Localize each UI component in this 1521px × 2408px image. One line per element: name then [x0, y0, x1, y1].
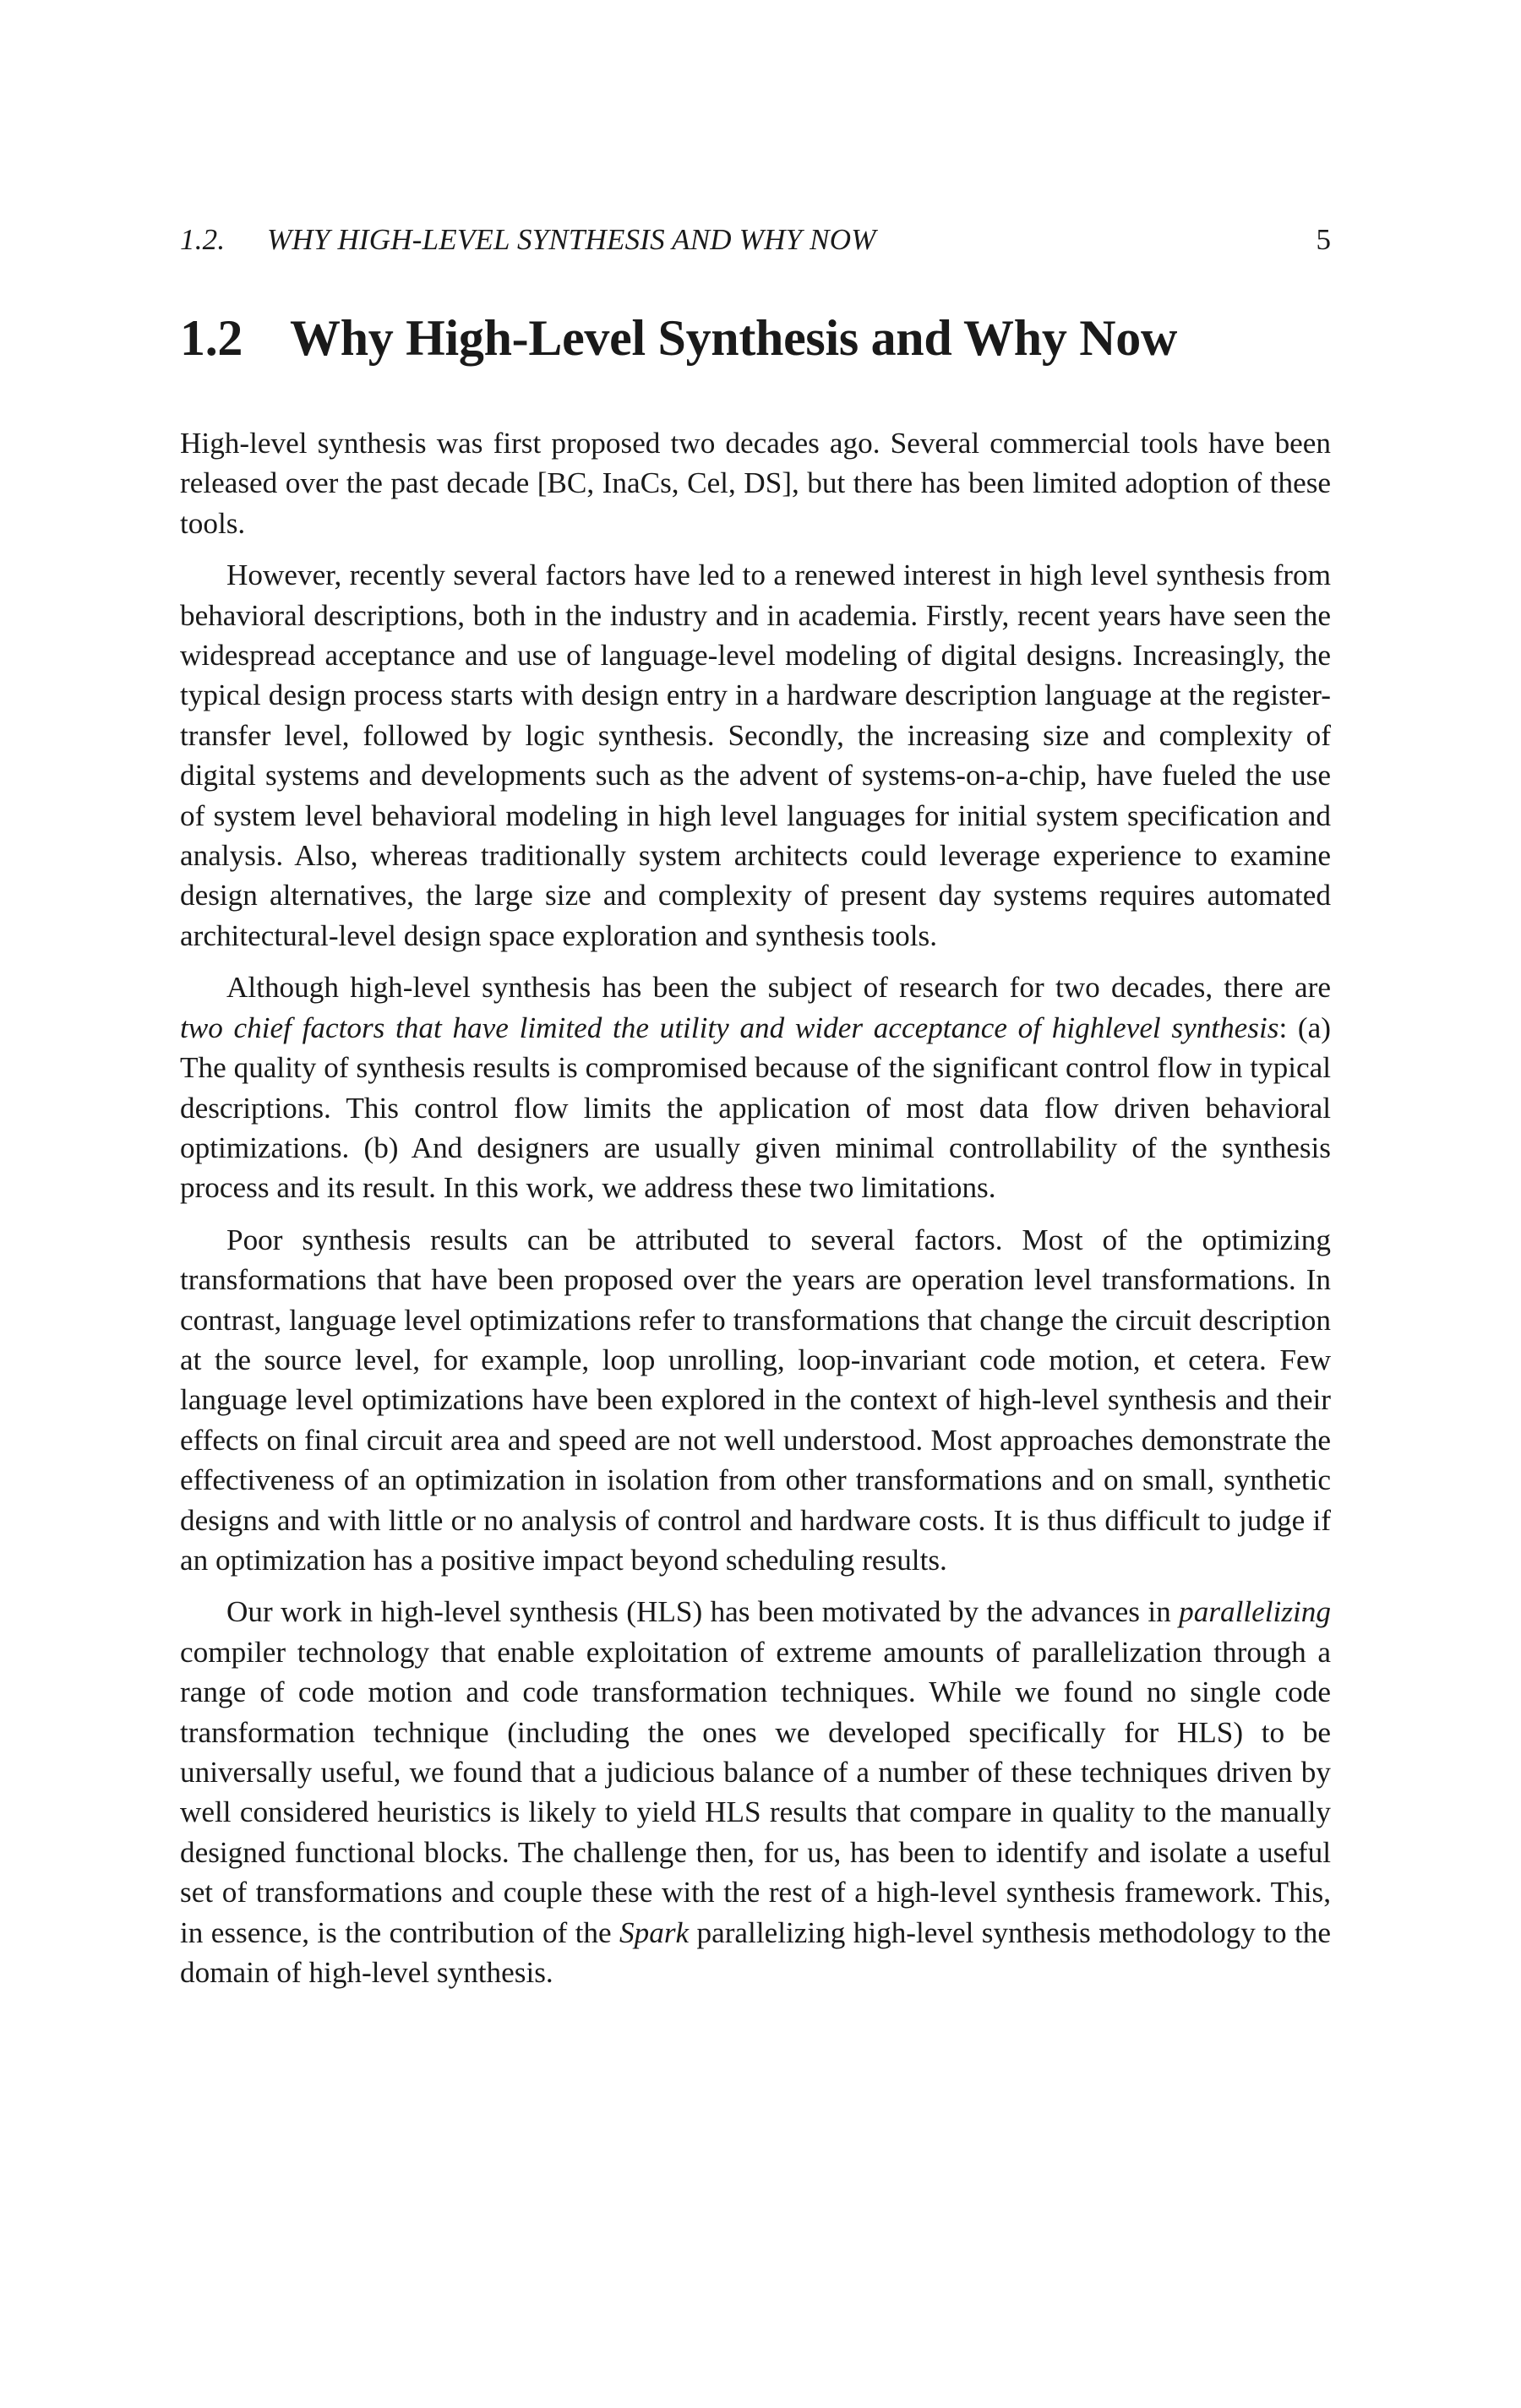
- section-heading: [180, 308, 1331, 368]
- running-head-title: [180, 221, 876, 259]
- paragraph-3-text-before: Although high-level synthesis has been the subject of research for two decades, there are: [226, 971, 1331, 1005]
- book-page: [180, 221, 1331, 2004]
- paragraph-5-text-2: compiler technology that enable exploitation of extreme amounts of parallelization through a range of code motion and code transformation techniques. While we found no single code transformation technique (including the ones we developed specifically for HLS) to be universally useful, we found that a judicious balance of a number of these techniques driven by well considered heuristics is likely to yield HLS results that compare in quality to the manually designed functional blocks. The challenge then, for us, has been to identify and isolate a useful set of transformations and couple these with the rest of a high-level synthesis framework. This, in essence, is the contribution of the: [180, 1635, 1331, 1949]
- paragraph-5-emphasis-parallelizing: parallelizing: [1179, 1595, 1331, 1629]
- paragraph-5-emphasis-spark: Spark: [619, 1915, 690, 1949]
- running-head: [180, 221, 1331, 259]
- section-title: Why High-Level Synthesis and Why Now: [290, 310, 1177, 366]
- page-number: 5: [1316, 223, 1331, 256]
- paragraph-5-text-3: parallelizing high-level synthesis methodology to the domain of high-level synthesis.: [180, 1915, 1331, 1990]
- paragraph-3-text-after: : (a) The quality of synthesis results is compromised because of the significant control flow in typical descriptions. This control flow limits the application of most data flow driven behavioral optimizations. (b) And designers are usually given minimal controllability of the synthesis process and its result. In this work, we address these two limitations.: [180, 1011, 1331, 1205]
- running-head-title-text: WHY HIGH-LEVEL SYNTHESIS AND WHY NOW: [267, 223, 876, 256]
- paragraph-5: [180, 1592, 1331, 1992]
- section-number: 1.2: [180, 310, 243, 366]
- body-text: [180, 423, 1331, 1992]
- paragraph-3: [180, 967, 1331, 1207]
- paragraph-2: However, recently several factors have led to a renewed interest in high level synthesis from behavioral descriptions, both in the industry and in academia. Firstly, recent years have seen the widespread acceptance and use of language-level modeling of digital designs. Increasingly, the typical design process starts with design entry in a hardware description language at the register-transfer level, followed by logic synthesis. Secondly, the increasing size and complexity of digital systems and developments such as the advent of systems-on-a-chip, have fueled the use of system level behavioral modeling in high level languages for initial system specification and analysis. Also, whereas traditionally system architects could leverage experience to examine design alternatives, the large size and complexity of present day systems requires automated architectural-level design space exploration and synthesis tools.: [180, 558, 1331, 952]
- running-head-section-number: 1.2.: [180, 223, 226, 256]
- paragraph-4: Poor synthesis results can be attributed to several factors. Most of the optimizing transformations that have been proposed over the years are operation level transformations. In contrast, language level optimizations refer to transformations that change the circuit description at the source level, for example, loop unrolling, loop-invariant code motion, et cetera. Few language level optimizations have been explored in the context of high-level synthesis and their effects on final circuit area and speed are not well understood. Most approaches demonstrate the effectiveness of an optimization in isolation from other transformations and on small, synthetic designs and with little or no analysis of control and hardware costs. It is thus difficult to judge if an optimization has a positive impact beyond scheduling results.: [180, 1223, 1331, 1577]
- paragraph-1: High-level synthesis was first proposed two decades ago. Several commercial tools have been released over the past decade [BC, InaCs, Cel, DS], but there has been limited adoption of these tools.: [180, 427, 1331, 540]
- paragraph-3-emphasis: two chief factors that have limited the utility and wider acceptance of highlevel synthesis: [180, 1011, 1279, 1044]
- paragraph-5-text-1: Our work in high-level synthesis (HLS) has been motivated by the advances in: [226, 1595, 1180, 1629]
